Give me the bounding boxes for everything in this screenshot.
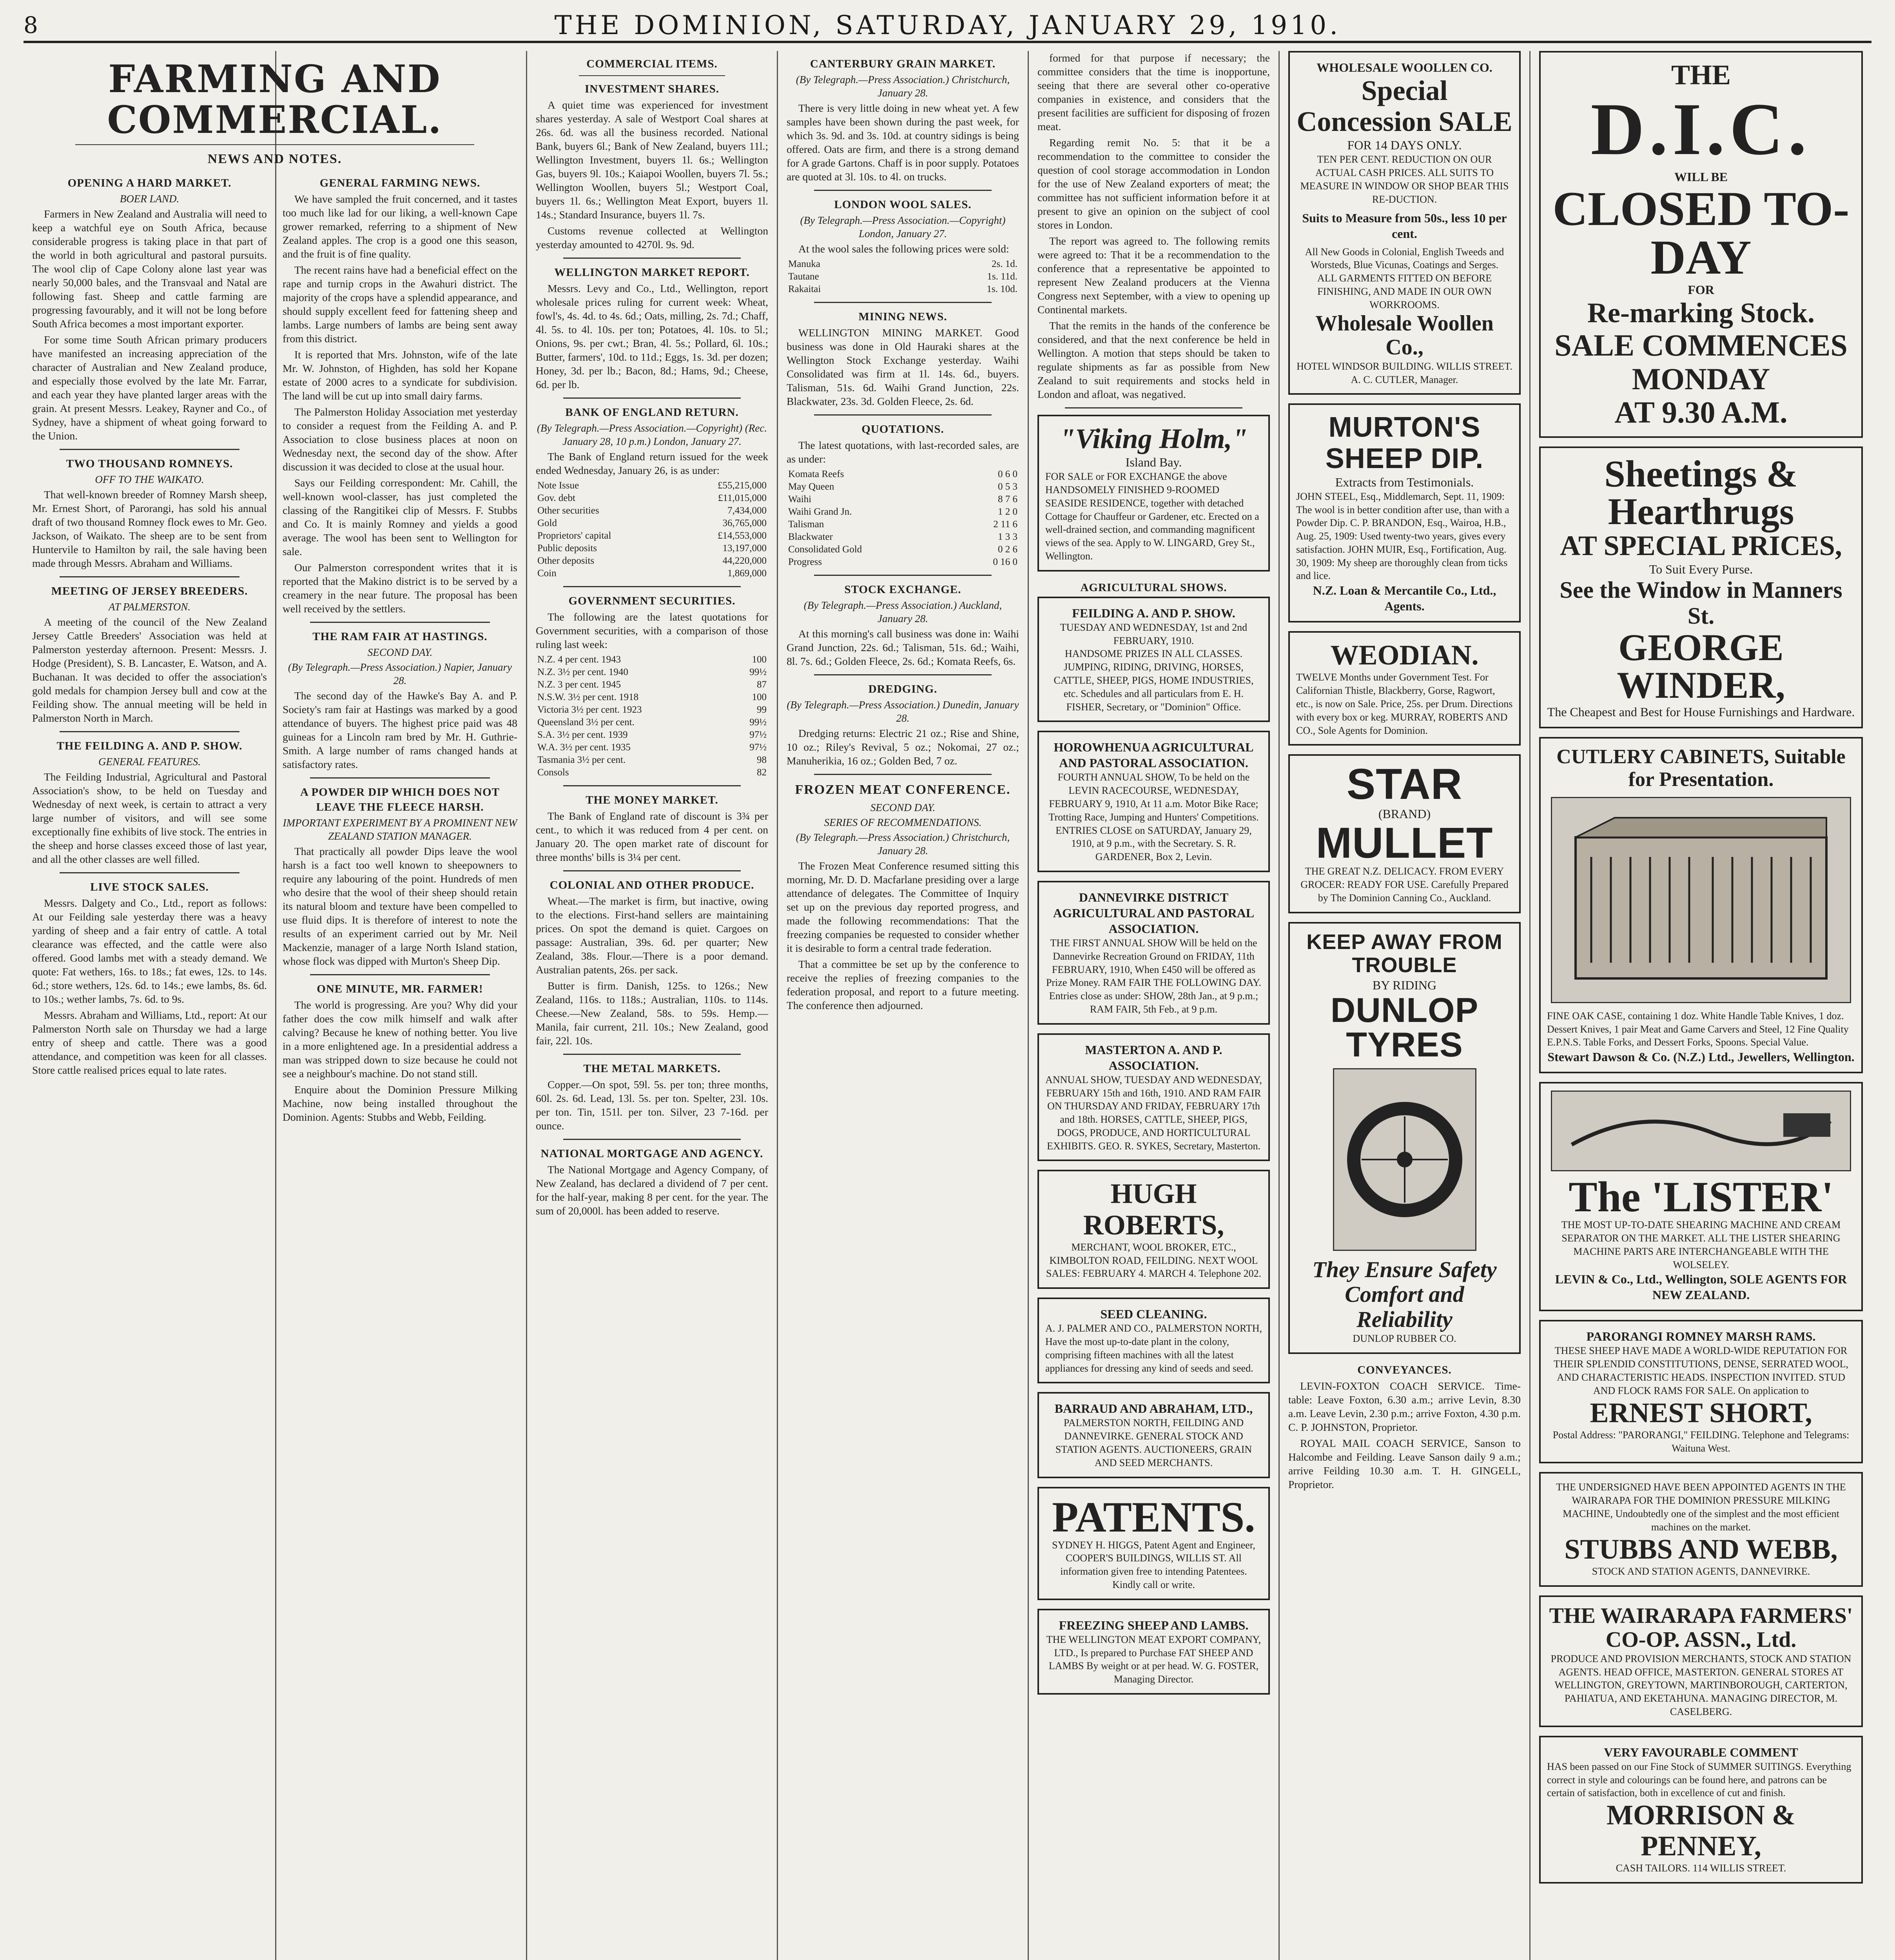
table-row: Gov. debt £11,015,000 — [537, 493, 767, 503]
table-row: W.A. 3½ per cent. 1935 97½ — [537, 742, 767, 753]
article-title: THE METAL MARKETS. — [583, 1062, 721, 1075]
quotations-table — [787, 468, 1019, 568]
column-3 — [527, 51, 777, 1960]
article-paragraph: Enquire about the Dominion Pressure Milking Machine, now being installed throughout the Dominion. Agents: Stubbs and Webb, Feilding. — [283, 1083, 517, 1123]
table-row: Gold 36,765,000 — [537, 518, 767, 528]
article-title: CANTERBURY GRAIN MARKET. — [810, 58, 996, 70]
table-row: Waihi 8 7 6 — [788, 494, 1017, 505]
article-title: GOVERNMENT SECURITIES. — [568, 595, 736, 607]
article-paragraph: ROYAL MAIL COACH SERVICE, Sanson to Halcombe and Feilding. Leave Sanson daily 9 a.m.; arrive Feilding 10.30 a.m. T. H. GINGELL, Proprietor. — [1288, 1437, 1521, 1490]
column-7 — [1531, 51, 1871, 1960]
table-row: Tasmania 3½ per cent. 98 — [537, 755, 767, 765]
article-paragraph: formed for that purpose if necessary; the committee considers that the time is inopportune, seeing that there are several other co-operative companies in existence, and considers that the present facilities are sufficient for disposing of frozen meat. — [1037, 52, 1270, 132]
article-paragraph: Messrs. Levy and Co., Ltd., Wellington, report wholesale prices ruling for current week: Wheat, fowl's, 4s. 4d. to 4s. 6d.; Oats, milling, 2s. 7d.; Chaff, 4l. 5s. to 4l. 10s. per ton; Potatoes, 4l. 10s. to 5l.; Onions, 9s. per cwt.; Bran, 4l. 5s.; Pollard, 6l. 10s.; Butter, farmers', 10d. to 11d.; Eggs, 1s. 3d. per dozen; Honey, 3d. per lb.; Bacon, 8d.; Hams, 9d.; Cheese, 6d. per lb. — [536, 282, 768, 390]
article-paragraph: We have sampled the fruit concerned, and it tastes too much like lad for our liking, a well-known Cape grower remarked, referring to a shipment of New Zealand apples. The crop is a good one this season, and the fruit is of fine quality. — [283, 193, 517, 260]
article-paragraph: The National Mortgage and Agency Company, of New Zealand, has declared a dividend of 7 per cent. for the half-year, making 8 per cent. for the year. The sum of 20,000l. has been added to reserve. — [536, 1163, 768, 1217]
article-byline: (By Telegraph.—Press Association.) Auckland, January 28. — [803, 599, 1002, 624]
securities-table — [536, 653, 768, 779]
table-row: Progress 0 16 0 — [788, 557, 1017, 567]
article-paragraph: Says our Feilding correspondent: Mr. Cahill, the well-known wool-classer, has just completed the classing of the Rangitikei clip of Messrs. F. Stubbs and Co. It is mainly Romney and yields a good average. The wool has been sent to Wellington for sale. — [283, 477, 517, 557]
article-subtitle: IMPORTANT EXPERIMENT BY A PROMINENT NEW ZEALAND STATION MANAGER. — [283, 817, 517, 842]
article-title: COLONIAL AND OTHER PRODUCE. — [549, 879, 754, 891]
article-title: AGRICULTURAL SHOWS. — [1080, 581, 1227, 594]
table-row: Consols 82 — [537, 767, 767, 778]
article-title: OPENING A HARD MARKET. — [67, 177, 232, 189]
article-paragraph: At the wool sales the following prices were sold: — [798, 243, 1009, 255]
table-row: Note Issue £55,215,000 — [537, 480, 767, 491]
article-title: INVESTMENT SHARES. — [584, 83, 719, 95]
article-paragraph: Butter is firm. Danish, 125s. to 126s.; New Zealand, 116s. to 118s.; Australian, 110s. to 114s. Cheese.—New Zealand, 58s. to 59s. Hemp.—Manila, fair current, 21l. 10s.; New Zealand, good fair, 22l. 10s. — [536, 980, 768, 1047]
article-paragraph: At this morning's call business was done in: Waihi Grand Junction, 22s. 6d.; Talisman, 51s. 6d.; Waihi, 8l. 7s. 6d.; Golden Fleece, 2s. 6d.; Komata Reefs, 6s. — [787, 628, 1019, 667]
masthead — [24, 9, 1871, 43]
table-row: S.A. 3½ per cent. 1939 97½ — [537, 730, 767, 740]
article-title: LONDON WOOL SALES. — [834, 198, 972, 211]
advert-weodian: WEODIAN. TWELVE Months under Government Test. For Californian Thistle, Blackberry, Gorse, Ragwort, etc., is now on Sale. Price, 25s. per Drum. Directions with every box or keg. MURRAY, ROBERTS AND CO., Sole Agents for Dominion. — [1288, 631, 1521, 746]
table-row: Waihi Grand Jn. 1 2 0 — [788, 506, 1017, 517]
table-row: Komata Reefs 0 6 0 — [788, 469, 1017, 479]
advert-george-winder: Sheetings & Hearthrugs AT SPECIAL PRICES, To Suit Every Purse. See the Window in Manners St. GEORGE WINDER, The Cheapest and Best for House Furnishings and Hardware. — [1539, 446, 1863, 728]
article-title: BANK OF ENGLAND RETURN. — [565, 406, 739, 419]
advert-horowhenua-show: HOROWHENUA AGRICULTURAL AND PASTORAL ASSOCIATION. FOURTH ANNUAL SHOW, To be held on the LEVIN RACECOURSE, WEDNESDAY, FEBRUARY 9, 1910, At 11 a.m. Motor Bike Race; Trotting Race, Jumping and Hunters' Competitions. ENTRIES CLOSE on SATURDAY, January 29, 1910, at 9 p.m., with the Secretary. S. R. GARDENER, Box 2, Levin. — [1037, 731, 1270, 872]
article-paragraph: A quiet time was experienced for investment shares yesterday. A sale of Westport Coal shares at 26s. 6d. was all the business recorded. National Bank, buyers 6l.; Bank of New Zealand, buyers 11l.; Wellington Investment, buyers 1l. 6s.; Wellington Gas, buyers 9l. 10s.; Kaiapoi Woollen, buyers 7l. 5s.; Wellington Woollen, buyers 5l.; Westport Coal, buyers 1l. 6s.; Wellington Meat Export, buyers 1l. 14s.; Standard Insurance, buyers 1l. 7s. — [536, 99, 768, 221]
article-byline: (By Telegraph.—Press Association.) Napier, January 28. — [288, 661, 512, 686]
article-subtitle: GENERAL FEATURES. — [98, 756, 201, 768]
article-paragraph: There is very little doing in new wheat yet. A few samples have been shown during the past week, for which 3s. 9d. and 3s. 10d. at country sidings is being offered. Oats are firm, and there is a strong demand for A grade Gartons. Chaff is in poor supply. Potatoes are quoted at 3l. 10s. to 4l. on trucks. — [787, 102, 1019, 183]
article-paragraph: LEVIN-FOXTON COACH SERVICE. Time-table: Leave Foxton, 6.30 a.m.; arrive Levin, 8.30 a.m. Leave Levin, 2.30 p.m.; arrive Foxton, 4.30 p.m. C. P. JOHNSTON, Proprietor. — [1288, 1379, 1521, 1433]
column-2 — [283, 170, 517, 1126]
article-paragraph: The second day of the Hawke's Bay A. and P. Society's ram fair at Hastings was marked by a good attendance of buyers. The highest price paid was 48 guineas for a Lincoln ram bred by Mr. H. Guthrie-Smith. A large number of rams changed hands at satisfactory rates. — [283, 690, 517, 770]
article-paragraph: The Bank of England rate of discount is 3¾ per cent., to which it was reduced from 4 per cent. on January 20. The open market rate of discount for three months' bills is 3¼ per cent. — [536, 810, 768, 863]
wool-prices-table — [787, 258, 1019, 296]
advert-wairarapa-farmers: THE WAIRARAPA FARMERS' CO-OP. ASSN., Ltd. PRODUCE AND PROVISION MERCHANTS, STOCK AND STATION AGENTS. HEAD OFFICE, MASTERTON. GENERAL STORES AT WELLINGTON, GREYTOWN, MARTINBOROUGH, CARTERTON, PAHIATUA, AND EKETAHUNA. MANAGING DIRECTOR, M. CASELBERG. — [1539, 1595, 1863, 1727]
article-paragraph: Messrs. Abraham and Williams, Ltd., report: At our Palmerston North sale on Thursday we had a large entry of sheep and cattle. There was a good attendance, and competition was keen for all classes. Store cattle realised prices equal to late rates. — [32, 1009, 267, 1076]
advert-parorangi: PARORANGI ROMNEY MARSH RAMS. THESE SHEEP HAVE MADE A WORLD-WIDE REPUTATION FOR THEIR SPLENDID CONSTITUTIONS, DENSE, SERRATED WOOL, AND CHARACTERISTIC HEADS. INSPECTION INVITED. STUD AND FLOCK RAMS FOR SALE. On application to ERNEST SHORT, Postal Address: "PARORANGI," FEILDING. Telephone and Telegrams: Waituna West. — [1539, 1320, 1863, 1463]
table-row: N.Z. 3 per cent. 1945 87 — [537, 679, 767, 690]
table-row: Queensland 3½ per cent. 99½ — [537, 717, 767, 728]
section-title: FARMING AND COMMERCIAL. — [107, 57, 442, 142]
article-title: MINING NEWS. — [858, 310, 947, 323]
article-paragraph: The Bank of England return issued for the week ended Wednesday, January 26, is as under: — [536, 450, 768, 476]
article-byline: (By Telegraph.—Press Association.) Christchurch, January 28. — [796, 74, 1010, 99]
article-paragraph: The report was agreed to. The following remits were agreed to: That it be a recommendation to the conference that a representative be appointed to represent New Zealand producers at the Vienna Congress next September, with a view to opening up Continental markets. — [1037, 235, 1270, 316]
article-title: THE RAM FAIR AT HASTINGS. — [312, 630, 488, 643]
table-row: Manuka 2s. 1d. — [788, 259, 1017, 269]
advert-patents: PATENTS. SYDNEY H. HIGGS, Patent Agent and Engineer, COOPER'S BUILDINGS, WILLIS ST. All information given free to intending Patentees. Kindly call or write. — [1037, 1487, 1270, 1600]
article-title: A POWDER DIP WHICH DOES NOT LEAVE THE FLEECE HARSH. — [300, 786, 500, 813]
article-title: NATIONAL MORTGAGE AND AGENCY. — [540, 1147, 763, 1160]
table-row: Consolidated Gold 0 2 6 — [788, 544, 1017, 555]
cutlery-cabinet-icon — [1568, 814, 1834, 986]
article-paragraph: The Palmerston Holiday Association met yesterday to consider a request from the Feilding A. and P. Association to close business places at noon on Wednesday next, the second day of the show. After discussion it was decided to close at the usual hour. — [283, 406, 517, 473]
article-paragraph: Wheat.—The market is firm, but inactive, owing to the elections. First-hand sellers are maintaining prices. On spot the demand is quiet. Cargoes on passage: Australian, 39s. 6d. per quarter; New Zealand, 38s. Flour.—There is a poor demand. Australian patents, 26s. per sack. — [536, 895, 768, 976]
cutlery-cabinet-illustration — [1551, 797, 1851, 1003]
article-paragraph: It is reported that Mrs. Johnston, wife of the late Mr. W. Johnston, of Highden, has sold her Kopane estate of 2000 acres to a syndicate for subdivision. The land will be cut up into small dairy farms. — [283, 348, 517, 402]
table-row: Other securities 7,434,000 — [537, 505, 767, 516]
article-paragraph: The Frozen Meat Conference resumed sitting this morning, Mr. D. D. Macfarlane presiding over a large attendance of delegates. The Committee of Inquiry set up on the previous day reported progress, and made the following recommendations: That the freezing companies be requested to consider whether it is desirable to form a central trade federation. — [787, 860, 1019, 954]
advert-barraud-abraham: BARRAUD AND ABRAHAM, LTD., PALMERSTON NORTH, FEILDING AND DANNEVIRKE. GENERAL STOCK AND STATION AGENTS. AUCTIONEERS, GRAIN AND SEED MERCHANTS. — [1037, 1392, 1270, 1478]
article-paragraph: Customs revenue collected at Wellington yesterday amounted to 4270l. 9s. 9d. — [536, 225, 768, 250]
table-row: N.Z. 3½ per cent. 1940 99½ — [537, 667, 767, 677]
advert-wholesale-woollen: WHOLESALE WOOLLEN CO. Special Concession SALE FOR 14 DAYS ONLY. TEN PER CENT. REDUCTION ON OUR ACTUAL CASH PRICES. ALL SUITS TO MEASURE IN WINDOW OR SHOP BEAR THIS RE-DUCTION. Suits to Measure from 50s., less 10 per cent. All New Goods in Colonial, English Tweeds and Worsteds, Blue Vicunas, Coatings and Serges. ALL GARMENTS FITTED ON BEFORE FINISHING, AND MADE IN OUR OWN WORKROOMS. Wholesale Woollen Co., HOTEL WINDSOR BUILDING. WILLIS STREET. A. C. CUTLER, Manager. — [1288, 51, 1521, 395]
article-byline: (By Telegraph.—Press Association.) Dunedin, January 28. — [787, 699, 1019, 724]
article-paragraph: Copper.—On spot, 59l. 5s. per ton; three months, 60l. 2s. 6d. Lead, 13l. 5s. per ton. Spelter, 23l. 10s. per ton. Tin, 151l. per ton. Silver, 23 7-16d. per ounce. — [536, 1078, 768, 1132]
article-paragraph: Messrs. Dalgety and Co., Ltd., report as follows: At our Feilding sale yesterday there was a heavy yarding of sheep and a fair entry of cattle. A total clearance was effected, and the cattle were also offered. Good lambs met with a steady demand. We quote: Fat wethers, 16s. to 18s.; fat ewes, 12s. to 14s. 6d.; store wethers, 12s. 6d. to 14s.; ewe lambs, 8s. 6d. to 10s.; wether lambs, 7s. 6d. to 9s. — [32, 897, 267, 1005]
tyre-illustration — [1333, 1068, 1476, 1251]
advert-feilding-show: FEILDING A. AND P. SHOW. TUESDAY AND WEDNESDAY, 1st and 2nd FEBRUARY, 1910. HANDSOME PRIZES IN ALL CLASSES. JUMPING, RIDING, DRIVING, HORSES, CATTLE, SHEEP, PIGS, HOME INDUSTRIES, etc. Schedules and all particulars from E. H. FISHER, Secretary, or "Dominion" Office. — [1037, 597, 1270, 722]
article-byline: (By Telegraph.—Press Association.—Copyright) London, January 27. — [800, 214, 1006, 240]
table-row: N.S.W. 3½ per cent. 1918 100 — [537, 692, 767, 702]
shearing-machine-illustration — [1551, 1091, 1851, 1171]
advert-dic: THE D.I.C. WILL BE CLOSED TO-DAY FOR Re-marking Stock. SALE COMMENCES MONDAY AT 9.30 A.M. — [1539, 51, 1863, 438]
article-paragraph: That practically all powder Dips leave the wool harsh is a fact too well known to sheepowners to require any labouring of the point. Hundreds of men who desire that the wool of their sheep should retain its natural bloom and texture have been compelled to use fluid dips. It is therefore of interest to note the results of an experiment carried out by Mr. Neil Mackenzie, manager of a large North Island station, whose flock was dipped with Murton's Sheep Dip. — [283, 845, 517, 967]
advert-dunlop-tyres: KEEP AWAY FROM TROUBLE BY RIDING DUNLOP TYRES They Ensure Safety Comfort and Reliability DUNLOP RUBBER CO. — [1288, 922, 1521, 1354]
article-subtitle: SERIES OF RECOMMENDATIONS. — [824, 817, 982, 828]
table-row: Public deposits 13,197,000 — [537, 543, 767, 554]
article-subtitle: AT PALMERSTON. — [108, 601, 191, 613]
advert-viking-holm: "Viking Holm," Island Bay. FOR SALE or FOR EXCHANGE the above HANDSOMELY FINISHED 9-ROOMED SEASIDE RESIDENCE, together with detached Cottage for Chauffeur or Gardener, etc. Erected on a well-drained section, and commanding magnificent views of the sea. Apply to W. LINGARD, Grey St., Wellington. — [1037, 415, 1270, 572]
table-row: Victoria 3½ per cent. 1923 99 — [537, 704, 767, 715]
article-title: THE MONEY MARKET. — [586, 794, 718, 806]
article-paragraph: That the remits in the hands of the conference be considered, and that the next conference be held in Wellington. A motion that steps should be taken to regulate shipments as far as possible from New Zealand to suit requirements and stocks held in London and afloat, was negatived. — [1037, 319, 1270, 400]
article-subtitle: SECOND DAY. — [870, 802, 936, 813]
page-number: 8 — [24, 12, 40, 38]
article-title: CONVEYANCES. — [1357, 1363, 1452, 1376]
article-title: TWO THOUSAND ROMNEYS. — [66, 457, 233, 470]
article-paragraph: The world is progressing. Are you? Why did your father does the cow milk himself and walk after calving? Because he knew of nothing better. You live in a more enlightened age. In a presidential address a man was stripped down to size because he could not see a neighbour's machine. Do not stand still. — [283, 999, 517, 1080]
article-paragraph: Regarding remit No. 5: that it be a recommendation to the committee to consider the question of cool storage accommodation in London for the use of New Zealand exporters of meat; the committee has not sufficient information before it at present to give an opinion on the subject of cool stores in London. — [1037, 136, 1270, 231]
advert-seed-cleaning: SEED CLEANING. A. J. PALMER AND CO., PALMERSTON NORTH, Have the most up-to-date plant in the colony, comprising fifteen machines with all the latest appliances for dressing any kind of seeds and seed. — [1037, 1298, 1270, 1383]
column-1 — [24, 51, 526, 1960]
article-paragraph: The following are the latest quotations for Government securities, with a comparison of those ruling last week: — [536, 611, 768, 650]
article-title: ONE MINUTE, MR. FARMER! — [317, 983, 483, 995]
article-paragraph: Farmers in New Zealand and Australia will need to keep a watchful eye on South Africa, because considerable progress is taking place in that part of the world in both agricultural and pastoral pursuits. The wool clip of Cape Colony alone last year was nearly 50,000 bales, and the Transvaal and Natal are following fast. Sheep and cattle farming are progressing favourably, and it will not be long before South Africa becomes a most important exporter. — [32, 208, 267, 330]
article-title: WELLINGTON MARKET REPORT. — [554, 266, 750, 279]
advert-murtons-sheep-dip: MURTON'S SHEEP DIP. Extracts from Testimonials. JOHN STEEL, Esq., Middlemarch, Sept. 11, 1909: The wool is in better condition after use, than with a Powder Dip. C. P. BRANDON, Esq., Wairoa, H.B., Aug. 25, 1909: Used twenty-two years, gives every satisfaction. JOHN MUIR, Esq., Fortification, Aug. 30, 1909: My sheep are thoroughly clean from ticks and lice. N.Z. Loan & Mercantile Co., Ltd., Agents. — [1288, 403, 1521, 622]
article-title: LIVE STOCK SALES. — [90, 881, 209, 893]
article-title: GENERAL FARMING NEWS. — [319, 177, 481, 189]
column-4 — [778, 51, 1028, 1960]
article-subtitle: SECOND DAY. — [367, 646, 433, 658]
table-row: Proprietors' capital £14,553,000 — [537, 530, 767, 541]
table-row: Coin 1,869,000 — [537, 568, 767, 579]
paper-dateline: THE DOMINION, SATURDAY, JANUARY 29, 1910. — [554, 10, 1341, 40]
column-5 — [1029, 51, 1278, 1960]
article-paragraph: The Feilding Industrial, Agricultural and Pastoral Association's show, to be held on Tuesday and Wednesday of next week, is certain to attract a very large number of visitors, and will see some exceptionally fine exhibits of live stock. The entries in the sheep and horse classes exceed those of last year, and all the other classes are well filled. — [32, 771, 267, 865]
article-paragraph: For some time South African primary producers have manifested an increasing appreciation of the character of Australian and New Zealand produce, and especially those evolved by the late Mr. Farrar, and each year they have planted larger areas with the grain. At present Messrs. Leakey, Rayner and Co., of Sydney, have a shipment of wheat going forward to the Union. — [32, 334, 267, 442]
article-paragraph: That well-known breeder of Romney Marsh sheep, Mr. Ernest Short, of Parorangi, has sold his annual draft of two thousand Romney flock ewes to Mr. Geo. Jackson, of Waikato. The sheep are to be sent from Huntervile to Hamilton by rail, the sale having been made through Messrs. Abraham and Williams. — [32, 488, 267, 569]
advert-stubbs-webb: THE UNDERSIGNED HAVE BEEN APPOINTED AGENTS IN THE WAIRARAPA FOR THE DOMINION PRESSURE MILKING MACHINE, Undoubtedly one of the simplest and the most efficient machines on the market. STUBBS AND WEBB, STOCK AND STATION AGENTS, DANNEVIRKE. — [1539, 1472, 1863, 1586]
article-title: QUOTATIONS. — [861, 423, 944, 436]
bank-return-table — [536, 479, 768, 580]
article-paragraph: A meeting of the council of the New Zealand Jersey Cattle Breeders' Association was held at Palmerston yesterday afternoon. Present: Messrs. J. Hodge (President), S. B. Lancaster, E. Watson, and A. Buchanan. It was decided to offer the association's gold medals for champion Jersey bull and cow at the Feilding show. The annual meeting will be held in Palmerston North in March. — [32, 616, 267, 724]
article-subtitle: BOER LAND. — [120, 193, 180, 205]
article-byline: (By Telegraph.—Press Association.) Christchurch, January 28. — [796, 831, 1010, 857]
advert-hugh-roberts: HUGH ROBERTS, MERCHANT, WOOL BROKER, ETC., KIMBOLTON ROAD, FEILDING. NEXT WOOL SALES: FEBRUARY 4. MARCH 4. Telephone 202. — [1037, 1170, 1270, 1289]
table-row: May Queen 0 5 3 — [788, 481, 1017, 492]
article-title: MEETING OF JERSEY BREEDERS. — [51, 585, 248, 597]
table-row: Other deposits 44,220,000 — [537, 555, 767, 566]
advert-dannevirke-show: DANNEVIRKE DISTRICT AGRICULTURAL AND PASTORAL ASSOCIATION. THE FIRST ANNUAL SHOW Will be held on the Dannevirke Recreation Ground on FRIDAY, 11th FEBRUARY, 1910, When £450 will be offered as Prize Money. RAM FAIR THE FOLLOWING DAY. Entries close as under: SHOW, 28th Jan., at 9 p.m.; RAM FAIR, 5th Feb., at 9 p.m. — [1037, 881, 1270, 1025]
advert-morrison-penney: VERY FAVOURABLE COMMENT HAS been passed on our Fine Stock of SUMMER SUITINGS. Everything correct in style and colourings can be found here, and patrons can be certain of satisfaction, both in excellence of cut and finish. MORRISON & PENNEY, CASH TAILORS. 114 WILLIS STREET. — [1539, 1736, 1863, 1884]
advert-cutlery-cabinets: CUTLERY CABINETS, Suitable for Presentation. FINE OAK CASE, containing 1 doz. White Handle Table Knives, 1 doz. Dessert Knives, 1 pair Meat and Game Carvers and Steel, 12 Fine Quality E.P.N.S. Table Forks, and Dessert Forks, Spoons. Special Value. Stewart Dawson & Co. (N.Z.) Ltd., Jewellers, Wellington. — [1539, 737, 1863, 1073]
article-paragraph: That a committee be set up by the conference to receive the replies of freezing companies to the federation proposal, and report to a future meeting. The conference then adjourned. — [787, 958, 1019, 1011]
article-subtitle: OFF TO THE WAIKATO. — [95, 474, 204, 485]
advert-masterton-show: MASTERTON A. AND P. ASSOCIATION. ANNUAL SHOW, TUESDAY AND WEDNESDAY, FEBRUARY 15th and 16th, 1910. AND RAM FAIR ON THURSDAY AND FRIDAY, FEBRUARY 17th and 18th. HORSES, CATTLE, SHEEP, PIGS, DOGS, PRODUCE, AND HORTICULTURAL EXHIBITS. GEO. R. SYKES, Secretary, Masterton. — [1037, 1033, 1270, 1161]
column-6 — [1280, 51, 1529, 1960]
article-title: STOCK EXCHANGE. — [844, 583, 961, 596]
article-paragraph: WELLINGTON MINING MARKET. Good business was done in Old Hauraki shares at the Wellington Stock Exchange yesterday. Waihi Consolidated was firm at 1l. 14s. 6d., buyers. Talisman, 51s. 6d. Waihi Grand Junction, 22s. Blackwater, 23s. 3d. Golden Fleece, 2s. 6d. — [787, 327, 1019, 407]
table-row: Blackwater 1 3 3 — [788, 532, 1017, 542]
article-paragraph: The latest quotations, with last-recorded sales, are as under: — [787, 439, 1019, 465]
article-paragraph: Our Palmerston correspondent writes that it is reported that the Makino district is to be served by a creamery in the near future. The proposal has been well received by the settlers. — [283, 561, 517, 615]
tyre-icon — [1346, 1101, 1463, 1218]
article-title: FROZEN MEAT CONFERENCE. — [795, 782, 1011, 797]
advert-freezing: FREEZING SHEEP AND LAMBS. THE WELLINGTON MEAT EXPORT COMPANY, LTD., Is prepared to Purchase FAT SHEEP AND LAMBS By weight or at per head. W. G. FOSTER, Managing Director. — [1037, 1609, 1270, 1695]
advert-lister: The 'LISTER' THE MOST UP-TO-DATE SHEARING MACHINE AND CREAM SEPARATOR ON THE MARKET. ALL THE LISTER SHEARING MACHINE PARTS ARE INTERCHANGEABLE WITH THE WOLSELEY. LEVIN & Co., Ltd., Wellington, SOLE AGENTS FOR NEW ZEALAND. — [1539, 1082, 1863, 1311]
column-1a — [32, 170, 267, 1126]
table-row: Tautane 1s. 11d. — [788, 271, 1017, 282]
table-row: Rakaitai 1s. 10d. — [788, 284, 1017, 294]
article-byline: (By Telegraph.—Press Association.—Copyright) (Rec. January 28, 10 p.m.) London, January 27. — [537, 422, 767, 447]
ad-title: "Viking Holm," — [1059, 423, 1248, 454]
article-title: THE FEILDING A. AND P. SHOW. — [56, 740, 243, 752]
table-row: Talisman 2 11 6 — [788, 519, 1017, 530]
shearing-machine-icon — [1564, 1098, 1838, 1164]
article-paragraph: The recent rains have had a beneficial effect on the rape and turnip crops in the Awahuri district. The majority of the crops have a splendid appearance, and should supply excellent feed for fattening sheep and lambs. Large numbers of lambs are being sent away from this district. — [283, 264, 517, 345]
article-title: DREDGING. — [868, 683, 938, 695]
section-subtitle: NEWS AND NOTES. — [207, 152, 342, 166]
advert-star-mullet: STAR (BRAND) MULLET THE GREAT N.Z. DELICACY. FROM EVERY GROCER: READY FOR USE. Carefully Prepared by The Dominion Canning Co., Auckland. — [1288, 754, 1521, 913]
article-title: COMMERCIAL ITEMS. — [586, 58, 718, 70]
article-paragraph: Dredging returns: Electric 21 oz.; Rise and Shine, 10 oz.; Riley's Revival, 5 oz.; Nokomai, 27 oz.; Manuherikia, 16 oz.; Golden Bed, 7 oz. — [787, 727, 1019, 767]
table-row: N.Z. 4 per cent. 1943 100 — [537, 654, 767, 665]
